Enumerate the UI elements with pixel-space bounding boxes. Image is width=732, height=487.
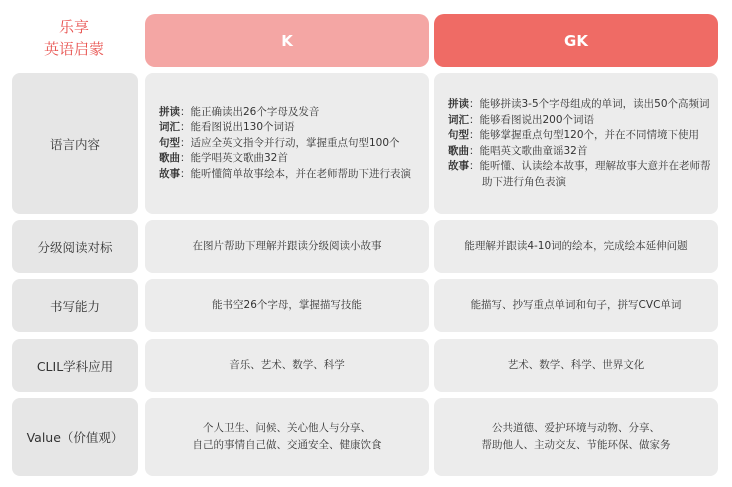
brand-title — [12, 16, 136, 60]
row-label-writing: 书写能力 — [12, 279, 138, 332]
row-label-value: Value（价值观） — [12, 398, 138, 476]
brand-line-2: 英语启蒙 — [43, 40, 104, 58]
row-label-language: 语言内容 — [12, 73, 138, 214]
k-language-item: 拼读：能正确读出26个字母及发音 — [159, 105, 320, 118]
k-clil-cell: 音乐、艺术、数学、科学 — [145, 339, 429, 392]
gk-reading-cell: 能理解并跟读4-10词的绘本，完成绘本延伸问题 — [434, 220, 718, 273]
k-value-cell — [145, 398, 429, 476]
gk-writing-cell: 能描写、抄写重点单词和句子，拼写CVC单词 — [434, 279, 718, 332]
gk-language-item: 拼读：能够拼读3-5个字母组成的单词，读出50个高频词 — [448, 98, 710, 110]
k-value-line: 自己的事情自己做、交通安全、健康饮食 — [192, 439, 382, 451]
k-language-item: 歌曲：能学唱英文歌曲32首 — [159, 152, 288, 165]
gk-value-line: 帮助他人、主动交友、节能环保、做家务 — [481, 439, 671, 451]
gk-language-item: 故事：能听懂、认读绘本故事，理解故事大意并在老师帮 — [448, 160, 711, 172]
gk-language-item: 句型：能够掌握重点句型120个，并在不同情境下使用 — [448, 129, 700, 141]
k-language-item: 句型：适应全英文指令并行动，掌握重点句型100个 — [159, 136, 400, 149]
gk-value-line: 公共道德、爱护环境与动物、分享、 — [492, 422, 660, 434]
gk-clil-cell: 艺术、数学、科学、世界文化 — [434, 339, 718, 392]
brand-line-1: 乐享 — [58, 18, 89, 36]
k-language-item: 词汇：能看图说出130个词语 — [159, 121, 295, 134]
row-label-clil: CLIL学科应用 — [12, 339, 138, 392]
k-language-item: 故事：能听懂简单故事绘本，并在老师帮助下进行表演 — [159, 167, 411, 180]
column-header-k: K — [145, 14, 429, 67]
k-writing-cell: 能书空26个字母，掌握描写技能 — [145, 279, 429, 332]
gk-language-item: 词汇：能够看图说出200个词语 — [448, 113, 595, 126]
gk-language-cell — [434, 73, 718, 214]
column-header-gk: GK — [434, 14, 718, 67]
gk-value-cell — [434, 398, 718, 476]
k-language-cell — [145, 73, 429, 214]
gk-language-item-continued: 助下进行角色表演 — [482, 175, 566, 188]
k-value-line: 个人卫生、问候、关心他人与分享、 — [203, 422, 371, 434]
row-label-reading: 分级阅读对标 — [12, 220, 138, 273]
k-reading-cell: 在图片帮助下理解并跟读分级阅读小故事 — [145, 220, 429, 273]
gk-language-item: 歌曲：能唱英文歌曲童谣32首 — [448, 144, 588, 157]
